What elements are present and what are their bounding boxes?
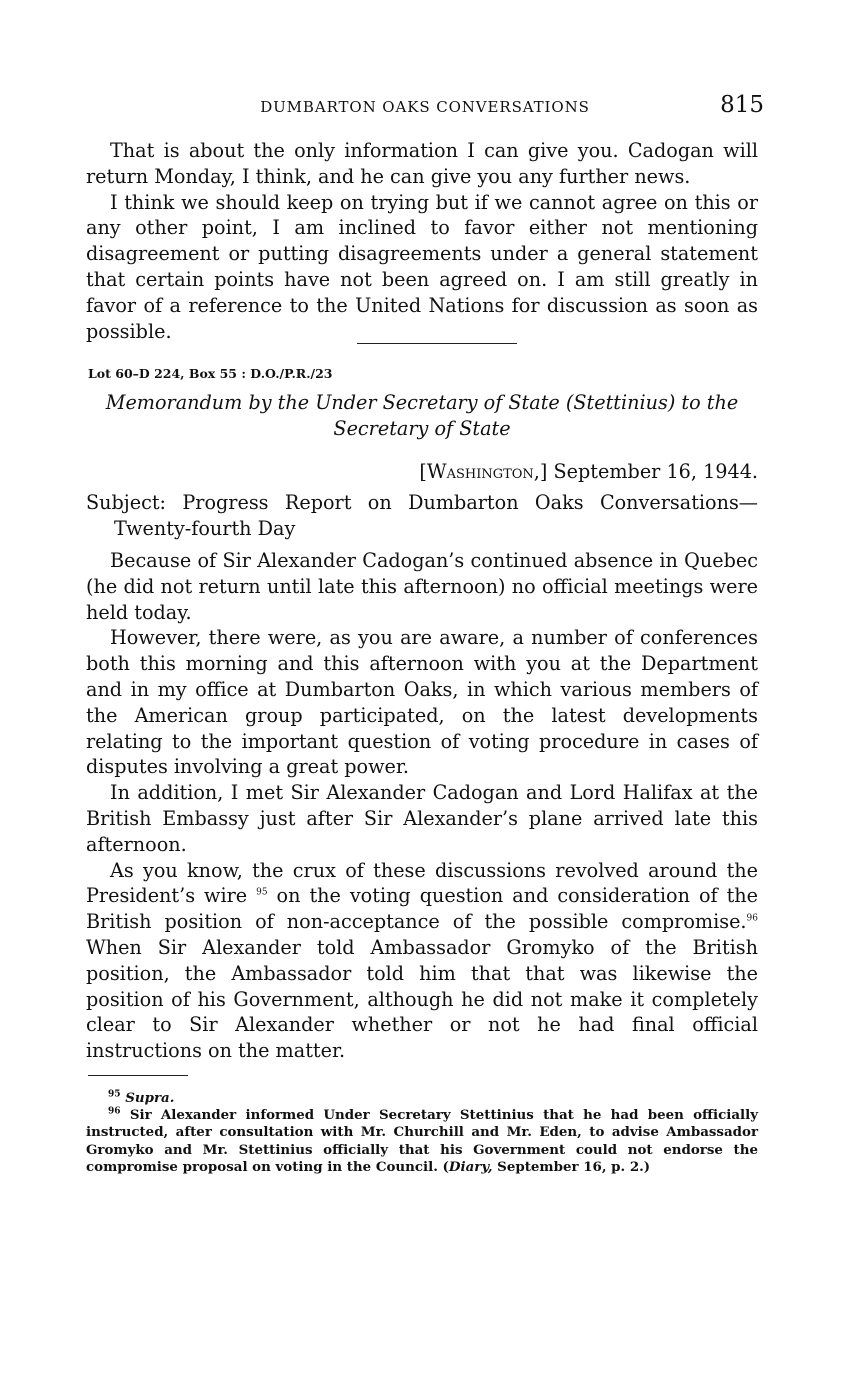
footnote-ref: 95: [256, 887, 268, 898]
paragraph-text: As you know, the crux of these discussions revolved around the President’s wire: [86, 858, 758, 908]
paragraph: In addition, I met Sir Alexander Cadogan and Lord Halifax at the British Embassy just after Sir Alexander’s plane arrived late this afternoon.: [86, 781, 758, 856]
footnotes: [86, 1090, 758, 1176]
footnote: [86, 1107, 758, 1176]
subject-text-continued: Twenty-fourth Day: [114, 517, 296, 540]
footnote-text-end: September 16, p. 2.): [492, 1158, 651, 1175]
running-title: DUMBARTON OAKS CONVERSATIONS: [260, 98, 590, 116]
paragraph-text: When Sir Alexander told Ambassador Gromyko of the British position, the Ambassador told him that that was likewise the position of his Government, although he did not make it completely clear to Sir Alexander whether or not he had final official instructions on the matter.: [86, 935, 758, 1063]
document-title-line: Secretary of State: [333, 417, 511, 440]
footnote-number: 96: [108, 1106, 121, 1117]
page-number: 815: [720, 92, 764, 118]
footnote-text: Sir Alexander informed Under Secretary Stettinius that he had been officially instructed, after consultation with Mr. Churchill and Mr. Eden, to advise Ambassador Gromyko and Mr. Stettinius officially that his Government could not endorse the compromise proposal on voting in the Council. (: [86, 1107, 758, 1175]
footnote-divider: [88, 1075, 188, 1076]
document-title-line: Memorandum by the Under Secretary of State (Stettinius) to the: [105, 391, 739, 414]
section-divider: [357, 343, 517, 344]
paragraph: That is about the only information I can give you. Cadogan will return Monday, I think, and he can give you any further news.: [86, 139, 758, 188]
paragraph: Because of Sir Alexander Cadogan’s continued absence in Quebec (he did not return until late this afternoon) no official meetings were held today.: [86, 549, 758, 624]
dateline-place: [Washington,]: [419, 460, 548, 483]
document-title: [86, 390, 758, 442]
paragraph: I think we should keep on trying but if we cannot agree on this or any other point, I am inclined to favor either not mentioning disagreement or putting disagreements under a general statement that certain points have not been agreed on. I am still greatly in favor of a reference to the United Nations for discussion as soon as possible.: [86, 190, 758, 343]
footnote: [86, 1090, 758, 1107]
paragraph: [86, 858, 758, 1064]
subject-line: [86, 490, 758, 542]
dateline-date: September 16, 1944.: [553, 460, 758, 483]
footnote-text: Supra.: [125, 1090, 175, 1106]
paragraph-text: on the voting question and consideration of the British position of non-acceptance of the possible compromise.: [86, 884, 758, 934]
dateline: [419, 460, 758, 483]
footnote-number: 95: [108, 1089, 121, 1100]
footnote-ref: 96: [746, 913, 758, 924]
paragraph: However, there were, as you are aware, a number of conferences both this morning and this afternoon with you at the Department and in my office at Dumbarton Oaks, in which various members of the American group participated, on the latest developments relating to the important question of voting procedure in cases of disputes involving a great power.: [86, 626, 758, 779]
opening-text: [86, 138, 758, 344]
subject-text: Subject: Progress Report on Dumbarton Oaks Conversations—: [86, 491, 758, 514]
memo-body: [86, 548, 758, 1064]
footnote-citation: Diary,: [448, 1158, 493, 1175]
running-head: [86, 92, 764, 120]
document-reference: Lot 60–D 224, Box 55 : D.O./P.R./23: [88, 366, 333, 381]
